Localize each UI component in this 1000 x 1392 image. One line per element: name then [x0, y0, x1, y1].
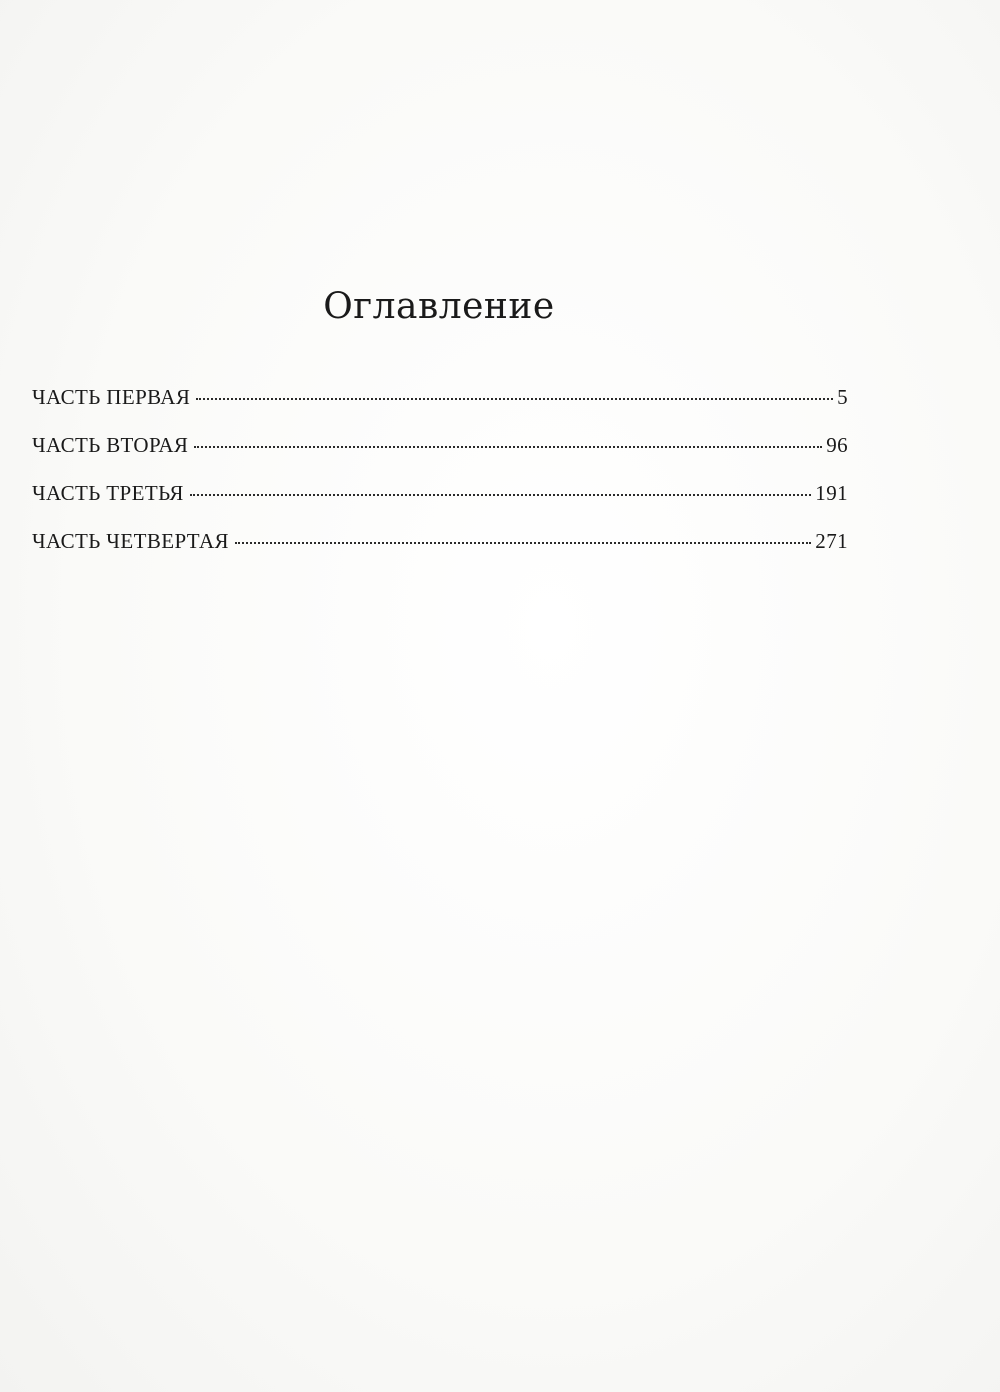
toc-entry-page-number: 191 — [815, 481, 848, 505]
dot-leader — [194, 446, 822, 448]
dot-leader — [196, 398, 833, 400]
toc-entry-label: ЧАСТЬ ЧЕТВЕРТАЯ — [32, 529, 229, 553]
toc-entry-label: ЧАСТЬ ВТОРАЯ — [32, 433, 189, 457]
dot-leader — [235, 542, 811, 544]
page-title: Оглавление — [323, 286, 555, 327]
toc-entry-page-number: 96 — [826, 433, 848, 457]
toc-entry-page-number: 5 — [837, 385, 848, 409]
dot-leader — [190, 494, 811, 496]
toc-entry-label: ЧАСТЬ ТРЕТЬЯ — [32, 481, 184, 505]
toc-entry-page-number: 271 — [815, 529, 848, 553]
toc-entry-part-4[interactable] — [32, 529, 848, 577]
toc-entry-part-1[interactable] — [32, 385, 848, 433]
toc-entry-part-3[interactable] — [32, 481, 848, 529]
toc-entry-part-2[interactable] — [32, 433, 848, 481]
toc-entry-label: ЧАСТЬ ПЕРВАЯ — [32, 385, 191, 409]
table-of-contents — [32, 385, 848, 577]
